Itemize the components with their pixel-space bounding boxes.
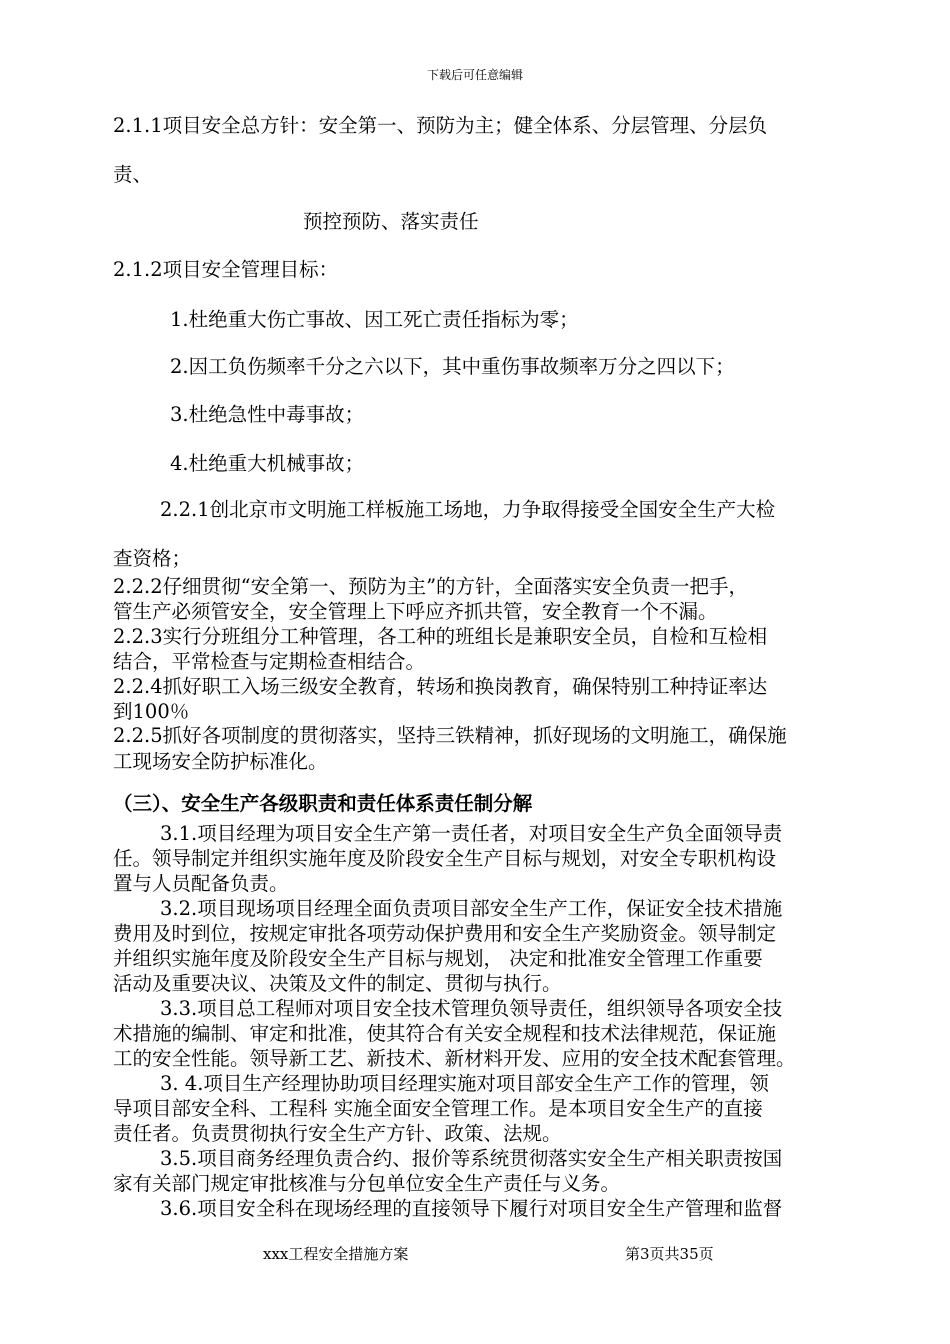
text-line: 家有关部门规定审批核准与分包单位安全生产责任与义务。 [113, 1172, 621, 1195]
footer-title: xxx工程安全措施方案 [263, 1245, 409, 1263]
text-line: 责任者。负责贯彻执行安全生产方针、政策、法规。 [113, 1122, 562, 1145]
text-line: 2.2.3实行分班组分工种管理，各工种的班组长是兼职安全员，自检和互检相 [113, 625, 768, 648]
text-line: 导项目部安全科、工程科 实施全面安全管理工作。是本项目安全生产的直接 [113, 1097, 763, 1120]
text-line: 并组织实施年度及阶段安全生产目标与规划， 决定和批准安全管理工作重要 [113, 947, 763, 970]
text-line: 管生产必须管安全，安全管理上下呼应齐抓共管，安全教育一个不漏。 [113, 600, 718, 623]
text-line: 预控预防、落实责任 [303, 210, 479, 233]
text-line: 3.2.项目现场项目经理全面负责项目部安全生产工作，保证安全技术措施 [160, 897, 783, 920]
text-line: 1.杜绝重大伤亡事故、因工死亡责任指标为零； [170, 308, 579, 331]
text-line: 2.1.1项目安全总方针：安全第一、预防为主；健全体系、分层管理、分层负 [113, 114, 768, 137]
text-line: 3. 4.项目生产经理协助项目经理实施对项目部安全生产工作的管理，领 [160, 1072, 769, 1095]
text-line: 3.6.项目安全科在现场经理的直接领导下履行对项目安全生产管理和监督 [160, 1197, 783, 1220]
text-line: 术措施的编制、审定和批准，使其符合有关安全规程和技术法律规范，保证施 [113, 1022, 777, 1045]
footer-page-number: 第3页共35页 [625, 1245, 714, 1263]
section-heading: （三）、安全生产各级职责和责任体系责任制分解 [113, 792, 533, 815]
text-line: 4.杜绝重大机械事故； [170, 452, 365, 475]
text-line: 费用及时到位，按规定审批各项劳动保护费用和安全生产奖励资金。领导制定 [113, 922, 777, 945]
text-line: 2.2.2仔细贯彻“安全第一、预防为主”的方针，全面落实安全负责一把手， [113, 575, 749, 598]
page-header: 下载后可任意编辑 [426, 68, 523, 82]
text-line: 结合，平常检查与定期检查相结合。 [113, 650, 426, 673]
text-line: 置与人员配备负责。 [113, 872, 289, 895]
text-line: 2.2.1创北京市文明施工样板施工场地，力争取得接受全国安全生产大检 [160, 498, 776, 521]
text-line: 任。领导制定并组织实施年度及阶段安全生产目标与规划，对安全专职机构设 [113, 847, 777, 870]
text-line: 3.杜绝急性中毒事故； [170, 403, 365, 426]
text-line: 2.1.2项目安全管理目标： [113, 258, 339, 281]
text-line: 2.因工负伤频率千分之六以下，其中重伤事故频率万分之四以下； [170, 355, 735, 378]
text-line: 到100％ [113, 700, 190, 723]
text-line: 2.2.5抓好各项制度的贯彻落实，坚持三铁精神，抓好现场的文明施工，确保施 [113, 724, 787, 747]
text-line: 责、 [113, 163, 153, 186]
text-line: 工的安全性能。领导新工艺、新技术、新材料开发、应用的安全技术配套管理。 [113, 1047, 796, 1070]
text-line: 2.2.4抓好职工入场三级安全教育，转场和换岗教育，确保特别工种持证率达 [113, 675, 768, 698]
text-line: 查资格； [113, 547, 192, 570]
text-line: 3.1.项目经理为项目安全生产第一责任者，对项目安全生产负全面领导责 [160, 822, 783, 845]
text-line: 3.3.项目总工程师对项目安全技术管理负领导责任，组织领导各项安全技 [160, 997, 783, 1020]
text-line: 活动及重要决议、决策及文件的制定、贯彻与执行。 [113, 972, 562, 995]
text-line: 工现场安全防护标准化。 [113, 750, 328, 773]
text-line: 3.5.项目商务经理负责合约、报价等系统贯彻落实安全生产相关职责按国 [160, 1147, 783, 1170]
